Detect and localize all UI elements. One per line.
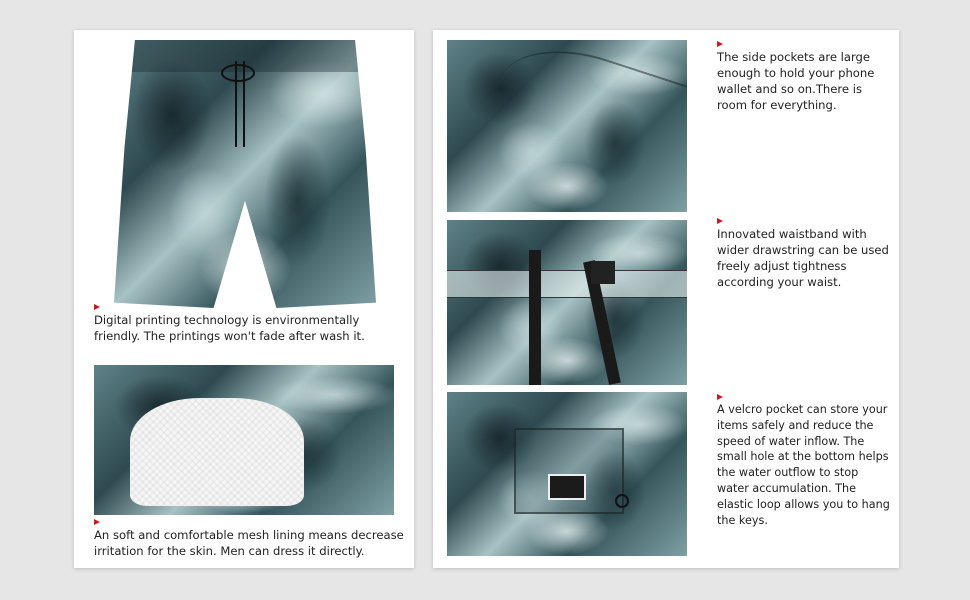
drawstring <box>235 61 245 147</box>
product-photo-side-pocket <box>447 40 687 212</box>
right-panel <box>433 30 899 568</box>
product-photo-mesh-lining <box>94 365 394 515</box>
caption-text: The side pockets are large enough to hold your phone wallet and so on.There is room for everything. <box>717 50 875 112</box>
left-panel <box>74 30 414 568</box>
caption-side-pockets <box>717 41 892 113</box>
waistband <box>447 270 687 298</box>
elastic-loop <box>615 494 629 508</box>
velcro-tab <box>591 261 615 284</box>
product-photo-velcro-pocket <box>447 392 687 556</box>
drawstring-strap <box>529 250 541 385</box>
caption-text: An soft and comfortable mesh lining means decrease irritation for the skin. Men can dress it directly. <box>94 528 404 558</box>
caption-velcro-pocket <box>717 394 892 528</box>
caption-text: Digital printing technology is environmentally friendly. The printings won't fade after wash it. <box>94 313 365 343</box>
caption-waistband <box>717 218 892 290</box>
mesh-lining <box>130 398 304 506</box>
red-triangle-marker-icon <box>717 394 723 400</box>
red-triangle-marker-icon <box>94 519 100 525</box>
pocket-seam <box>483 40 687 189</box>
caption-mesh-lining <box>94 519 406 559</box>
caption-digital-printing <box>94 304 406 344</box>
caption-text: A velcro pocket can store your items safely and reduce the speed of water inflow. The small hole at the bottom helps the water outflow to stop water accumulation. The elastic loop allows you to hang the keys. <box>717 403 890 527</box>
brand-logo-icon <box>548 474 586 500</box>
product-photo-waistband <box>447 220 687 385</box>
red-triangle-marker-icon <box>94 304 100 310</box>
red-triangle-marker-icon <box>717 41 723 47</box>
caption-text: Innovated waistband with wider drawstring can be used freely adjust tightness according your waist. <box>717 227 889 289</box>
velcro-pocket-flap <box>514 428 624 514</box>
red-triangle-marker-icon <box>717 218 723 224</box>
product-photo-shorts <box>114 40 376 308</box>
